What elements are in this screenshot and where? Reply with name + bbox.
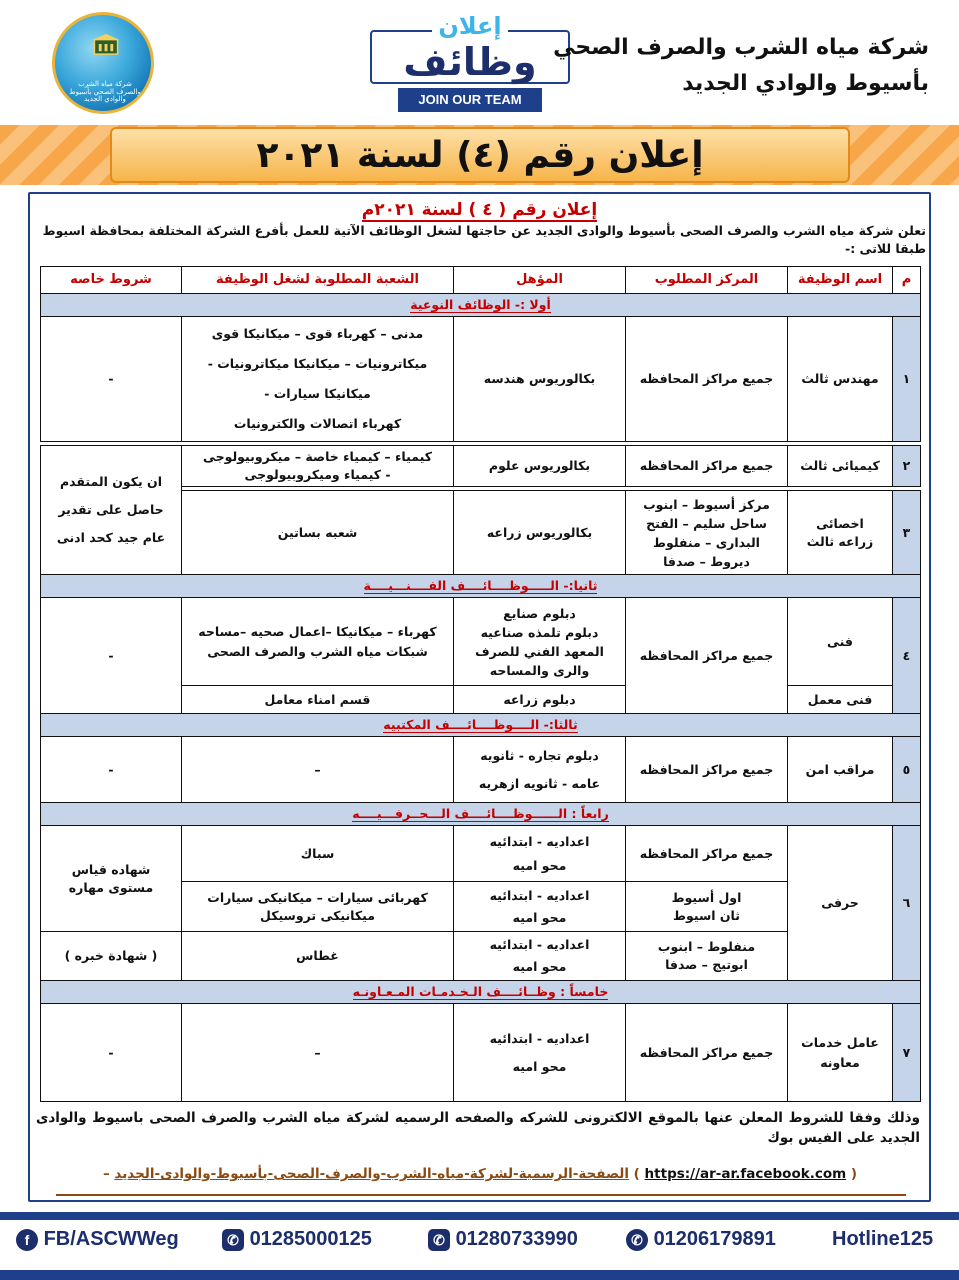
row-num: ١ (893, 317, 921, 442)
section-row (41, 575, 921, 598)
center-line: ثان اسيوط (673, 907, 740, 923)
badge-main-text: وظائف (403, 40, 537, 84)
job-qual: بكالوريوس زراعه (454, 491, 626, 575)
qual-line: محو اميه (512, 909, 567, 925)
col-qual: المؤهل (454, 267, 626, 294)
branch-line: كهرباء اتصالات والكترونيات (233, 416, 402, 431)
whatsapp-number: 01206179891 (653, 1228, 776, 1250)
center-line: اول أسيوط (671, 889, 742, 905)
branch-line: ميكانيكا سيارات - (264, 386, 371, 401)
cond-line: مستوى مهاره (68, 879, 154, 895)
job-name: فنى معمل (788, 686, 893, 714)
cond-line: عام جيد كحد ادنى (56, 530, 166, 545)
qual-line: دبلوم تجاره - ثانويه (480, 747, 599, 763)
banner-title: إعلان رقم (٤) لسنة ٢٠٢١ (110, 127, 850, 183)
divider (56, 1194, 906, 1196)
center-line: ابوتيج – صدفا (665, 957, 748, 972)
company-name (553, 30, 929, 102)
section-row (41, 981, 921, 1004)
section-title: خامساً : وظــائــــف الـخـدمـات المـعـاونـه (352, 984, 609, 999)
building-icon (93, 33, 119, 55)
intro-paragraph: تعلن شركة مياه الشرب والصرف الصحى بأسيوط والوادى الجديد عن حاجتها لشغل الوظائف الآتية للعمل بأفرع الشركة المختلفة بمحافظة اسيوط طبقا للاتى :- (42, 223, 926, 256)
job-line: زراعه ثالث (806, 533, 874, 549)
job-name: مهندس ثالث (788, 317, 893, 442)
branch-line: كيمياء – كيمياء خاصة – ميكروبيولوجى (203, 449, 432, 464)
job-center: جميع مراكز المحافظه (626, 1004, 788, 1102)
col-center: المركز المطلوب (626, 267, 788, 294)
jobs-badge (370, 10, 570, 110)
logo-text: شركة مياه الشرب والصرف الصحي بأسيوط والوادي الجديد (69, 80, 141, 104)
job-center: جميع مراكز المحافظه (626, 598, 788, 714)
branch-line: مدنى – كهرباء قوى – ميكانيكا قوى (211, 326, 424, 341)
col-cond: شروط خاصه (41, 267, 182, 294)
job-branch: غطاس (182, 932, 454, 981)
document-subtitle (0, 200, 959, 220)
job-branch (182, 882, 454, 932)
job-name: كيميائى ثالث (788, 446, 893, 487)
job-line: عامل خدمات (801, 1034, 879, 1050)
job-branch: قسم امناء معامل (182, 686, 454, 714)
qual-line: محو اميه (512, 857, 567, 873)
row-num: ٥ (893, 737, 921, 803)
qual-line: اعداديه - ابتدائيه (489, 937, 590, 952)
job-name (788, 1004, 893, 1102)
job-name: فنى (788, 598, 893, 686)
job-qual: دبلوم زراعه (454, 686, 626, 714)
center-line: مركز أسيوط – ابنوب (643, 496, 770, 512)
facebook-page-link[interactable]: الصفحة-الرسمية-لشركة-مياه-الشرب-والصرف-الصحى-بأسيوط-والوادى-الجديد (114, 1166, 629, 1182)
hotline-label: Hotline (832, 1228, 900, 1250)
job-branch: – (182, 1004, 454, 1102)
job-cond: ( شهادة خبره ) (41, 932, 182, 981)
center-line: منفلوط – ابنوب (657, 939, 756, 954)
job-center: جميع مراكز المحافظه (626, 446, 788, 487)
job-qual (454, 1004, 626, 1102)
job-cond: - (41, 598, 182, 714)
badge-top-text: إعلان (432, 12, 508, 42)
company-line-1: شركة مياه الشرب والصرف الصحي (553, 35, 929, 60)
job-name: حرفى (788, 826, 893, 981)
branch-line: ميكاترونيات – ميكانيكا ميكاترونيات - (207, 356, 428, 371)
job-name (788, 491, 893, 575)
table-row (41, 446, 921, 487)
facebook-contact[interactable] (16, 1228, 179, 1251)
section-row (41, 294, 921, 317)
section-title: أولا :- الوظائف النوعية (410, 297, 551, 312)
branch-line: - كيمياء وميكروبيولوجى (244, 467, 391, 482)
row-num: ٤ (893, 598, 921, 714)
hotline-number: 125 (899, 1228, 934, 1250)
qual-line: اعداديه - ابتدائيه (489, 1030, 590, 1046)
qual-line: دبلوم تلمذه صناعيه (480, 624, 599, 640)
qual-line: محو اميه (512, 1058, 567, 1074)
job-branch: سباك (182, 826, 454, 882)
section-title: ثالثا:- الــــوظــــائــــف المكتبيه (383, 717, 578, 732)
announcement-banner (0, 125, 959, 185)
row-num: ٢ (893, 446, 921, 487)
job-branch: – (182, 737, 454, 803)
subtitle-text: إعلان رقم ( ٤ ) لسنة ٢٠٢١م (361, 200, 598, 220)
center-line: البدارى – منفلوط (653, 534, 760, 550)
job-line: معاونه (820, 1054, 860, 1070)
section-row (41, 803, 921, 826)
job-cond: - (41, 737, 182, 803)
whatsapp-contact[interactable] (626, 1228, 776, 1251)
phone-number: 01285000125 (249, 1228, 372, 1250)
job-center (626, 882, 788, 932)
job-qual: بكالوريوس هندسه (454, 317, 626, 442)
cond-line: حاصل على تقدير (58, 502, 164, 517)
branch-line: كهرباء – ميكانيكا –اعمال صحيه –مساحه (198, 623, 437, 639)
table-row (41, 1004, 921, 1102)
job-branch (182, 317, 454, 442)
company-line-2: بأسيوط والوادي الجديد (682, 71, 929, 96)
row-num: ٣ (893, 491, 921, 575)
facebook-url-link[interactable]: https://ar-ar.facebook.com (644, 1166, 847, 1182)
job-center: جميع مراكز المحافظه (626, 317, 788, 442)
job-center (626, 491, 788, 575)
table-row (41, 737, 921, 803)
job-center (626, 932, 788, 981)
row-num: ٦ (893, 826, 921, 981)
section-title: ثانيا:- الـــــوظــــائــــف الفــــنـــيــــة (363, 578, 598, 593)
qual-line: محو اميه (512, 959, 567, 974)
qual-line: اعداديه - ابتدائيه (489, 887, 590, 903)
job-cond: - (41, 317, 182, 442)
center-line: ديروط – صدفا (663, 553, 750, 569)
cond-line: شهاده قياس (71, 861, 151, 877)
col-job: اسم الوظيفة (788, 267, 893, 294)
contact-bar (0, 1212, 959, 1280)
job-qual (454, 932, 626, 981)
footer-paragraph: وذلك وفقا للشروط المعلن عنها بالموقع الالكترونى للشركه والصفحه الرسميه لشركة مياه الشرب والصرف الصحى باسيوط والوادى الجديد على الفيس بوك (36, 1110, 920, 1146)
section-title: رابعاً : الــــــوظــــائــــف الـــحــرفـــيــــه (352, 806, 609, 821)
job-qual (454, 598, 626, 686)
cond-line: ان يكون المتقدم (60, 474, 162, 489)
col-num: م (893, 267, 921, 294)
row-num: ٧ (893, 1004, 921, 1102)
job-qual (454, 826, 626, 882)
table-header-row (41, 267, 921, 294)
job-center: جميع مراكز المحافظه (626, 826, 788, 882)
job-branch: شعبه بساتين (182, 491, 454, 575)
qual-line: دبلوم صنايع (503, 605, 576, 621)
branch-line: كهربائى سيارات – ميكانيكى سيارات (207, 889, 428, 905)
job-cond: - (41, 1004, 182, 1102)
phone-icon: ✆ (222, 1229, 244, 1251)
job-qual (454, 737, 626, 803)
job-qual (454, 882, 626, 932)
header (0, 0, 959, 125)
whatsapp-icon: ✆ (626, 1229, 648, 1251)
branch-line: شبكات مياه الشرب والصرف الصحى (207, 643, 428, 659)
branch-line: ميكانيكى تروسيكل (260, 907, 375, 923)
qual-line: اعداديه - ابتدائيه (489, 833, 590, 849)
qual-line: والرى والمساحه (489, 662, 590, 678)
job-qual: بكالوريوس علوم (454, 446, 626, 487)
facebook-link-line: ( https://ar-ar.facebook.com ) الصفحة-الرسمية-لشركة-مياه-الشرب-والصرف-الصحى-بأسيوط-والوادى-الجديد – (102, 1166, 858, 1182)
table-row (41, 826, 921, 882)
section-row (41, 714, 921, 737)
facebook-icon: f (16, 1229, 38, 1251)
table-row (41, 317, 921, 442)
phone-number: 01280733990 (455, 1228, 578, 1250)
facebook-handle: FB/ASCWWeg (43, 1228, 179, 1250)
hotline-contact[interactable] (832, 1228, 933, 1251)
job-cond (41, 446, 182, 575)
join-our-team-label: JOIN OUR TEAM (398, 88, 542, 112)
center-line: ساحل سليم – الفتح (646, 515, 767, 531)
qual-line: عامه - ثانويه ازهريه (478, 775, 601, 791)
job-cond (41, 826, 182, 932)
job-branch (182, 446, 454, 487)
company-logo (52, 12, 154, 114)
phone-contact-1[interactable] (222, 1228, 372, 1251)
phone-icon: ✆ (428, 1229, 450, 1251)
job-line: اخصائى (816, 515, 864, 531)
job-branch (182, 598, 454, 686)
jobs-table (40, 266, 921, 1102)
table-row (41, 598, 921, 686)
phone-contact-2[interactable] (428, 1228, 578, 1251)
qual-line: المعهد الفني للصرف (475, 643, 604, 659)
col-branch: الشعبة المطلوبة لشغل الوظيفة (182, 267, 454, 294)
job-center: جميع مراكز المحافظه (626, 737, 788, 803)
job-name: مراقب امن (788, 737, 893, 803)
